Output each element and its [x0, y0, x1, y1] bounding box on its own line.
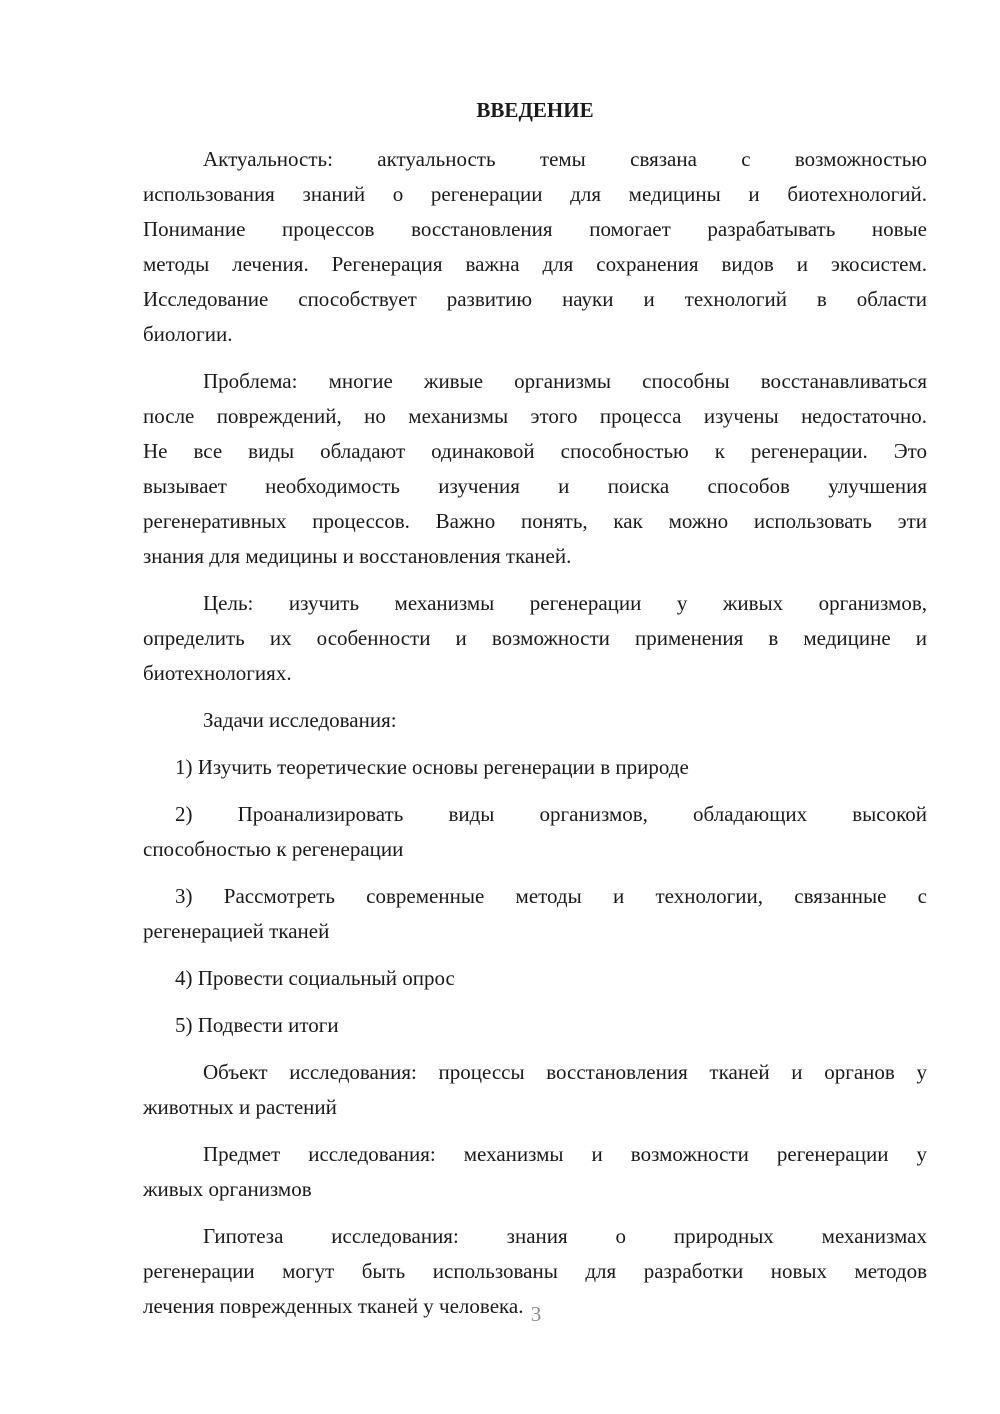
- paragraph: [143, 586, 927, 691]
- document-page: [143, 93, 927, 1336]
- document-body: [143, 142, 927, 1324]
- text-line: регенеративных процессов. Важно понять, как можно использовать эти: [143, 509, 927, 533]
- paragraph: [143, 1137, 927, 1207]
- text-line: определить их особенности и возможности применения в медицине и: [143, 626, 927, 650]
- text-line: Актуальность: актуальность темы связана с возможностью: [203, 147, 927, 171]
- task-list-item: [143, 961, 927, 996]
- task-list-item: [143, 879, 927, 949]
- paragraph: [143, 703, 927, 738]
- text-line: 4) Провести социальный опрос: [175, 966, 455, 990]
- text-line: регенерации могут быть использованы для разработки новых методов: [143, 1259, 927, 1283]
- text-line: живых организмов: [143, 1177, 312, 1201]
- page-number: 3: [530, 1302, 542, 1326]
- text-line: биологии.: [143, 322, 233, 346]
- text-line: вызывает необходимость изучения и поиска способов улучшения: [143, 474, 927, 498]
- text-line: методы лечения. Регенерация важна для сохранения видов и экосистем.: [143, 252, 927, 276]
- text-line: биотехнологиях.: [143, 661, 292, 685]
- text-line: Объект исследования: процессы восстановления тканей и органов у: [203, 1060, 927, 1084]
- task-list-item: [143, 797, 927, 867]
- text-line: Гипотеза исследования: знания о природных механизмах: [203, 1224, 927, 1248]
- task-list-item: [143, 750, 927, 785]
- text-line: Понимание процессов восстановления помогает разрабатывать новые: [143, 217, 927, 241]
- text-line: после повреждений, но механизмы этого процесса изучены недостаточно.: [143, 404, 927, 428]
- text-line: Цель: изучить механизмы регенерации у живых организмов,: [203, 591, 927, 615]
- text-line: 3) Рассмотреть современные методы и технологии, связанные с: [175, 884, 927, 908]
- text-line: знания для медицины и восстановления тканей.: [143, 544, 572, 568]
- text-line: лечения поврежденных тканей у человека.: [143, 1294, 524, 1318]
- text-line: Не все виды обладают одинаковой способностью к регенерации. Это: [143, 439, 927, 463]
- text-line: Задачи исследования:: [203, 708, 397, 732]
- task-list-item: [143, 1008, 927, 1043]
- paragraph: [143, 142, 927, 352]
- text-line: регенерацией тканей: [143, 919, 330, 943]
- text-line: 5) Подвести итоги: [175, 1013, 339, 1037]
- text-line: животных и растений: [143, 1095, 337, 1119]
- text-line: способностью к регенерации: [143, 837, 404, 861]
- text-line: Исследование способствует развитию науки и технологий в области: [143, 287, 927, 311]
- text-line: 1) Изучить теоретические основы регенерации в природе: [175, 755, 689, 779]
- text-line: использования знаний о регенерации для медицины и биотехнологий.: [143, 182, 927, 206]
- text-line: Предмет исследования: механизмы и возможности регенерации у: [203, 1142, 927, 1166]
- text-line: Проблема: многие живые организмы способны восстанавливаться: [203, 369, 927, 393]
- text-line: 2) Проанализировать виды организмов, обладающих высокой: [175, 802, 927, 826]
- section-title: ВВЕДЕНИЕ: [476, 98, 594, 122]
- paragraph: [143, 1055, 927, 1125]
- paragraph: [143, 364, 927, 574]
